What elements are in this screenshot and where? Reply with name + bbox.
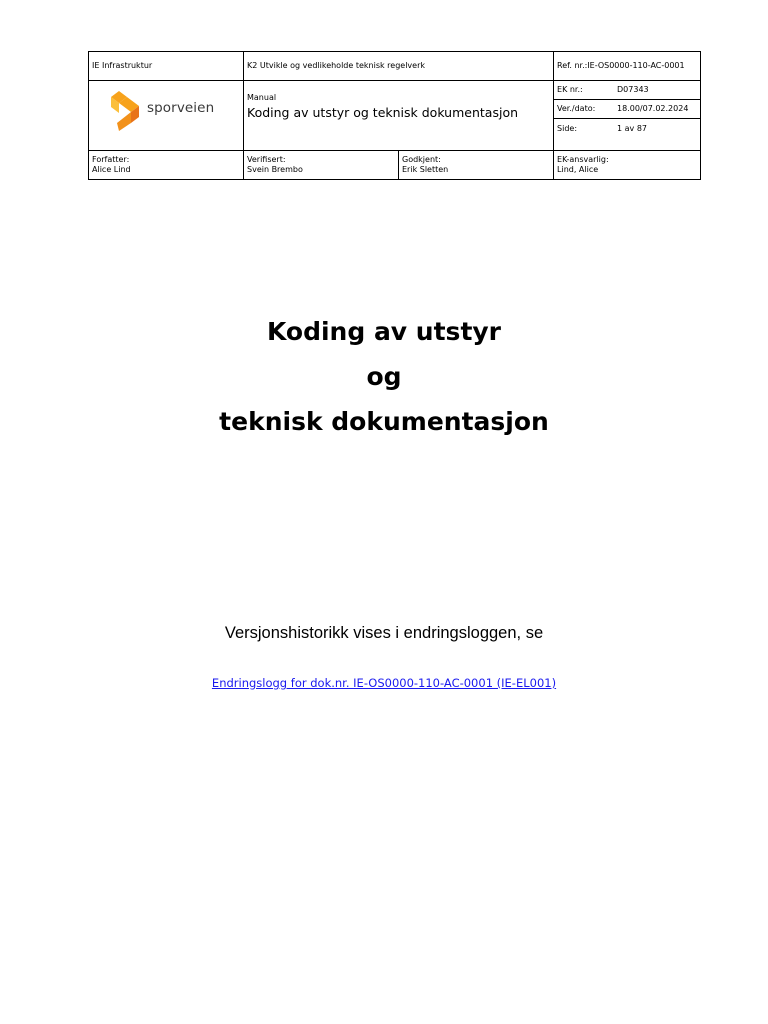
document-header-table (88, 51, 701, 180)
author-label: Forfatter: (92, 155, 130, 164)
doc-type-label: Manual (247, 93, 277, 102)
verified-label: Verifisert: (247, 155, 286, 164)
title-line-1: Koding av utstyr (266, 317, 502, 346)
logo-cell (89, 81, 244, 151)
logo-wordmark: sporveien (147, 100, 215, 116)
verified-cell (244, 151, 399, 180)
page-value: 1 av 87 (617, 123, 648, 133)
ref-cell: Ref. nr.:IE-OS0000-110-AC-0001 (554, 52, 701, 81)
ek-label: EK nr.: (557, 85, 583, 94)
title-line-2: og (366, 362, 402, 391)
responsible-cell (554, 151, 701, 180)
approved-cell (399, 151, 554, 180)
author-value: Alice Lind (92, 165, 131, 174)
page-row (554, 119, 700, 138)
process-cell: K2 Utvikle og vedlikeholde teknisk regelverk (244, 52, 554, 81)
changelog-link-container (0, 676, 768, 690)
changelog-link[interactable]: Endringslogg for dok.nr. IE-OS0000-110-AC-0001 (IE-EL001) (211, 676, 557, 690)
title-line-3: teknisk dokumentasjon (219, 407, 549, 436)
ek-row (554, 81, 700, 100)
title-cell (244, 81, 554, 151)
version-row (554, 100, 700, 119)
version-history-text: Versjonshistorikk vises i endringsloggen, se (224, 624, 544, 642)
doc-title-header: Koding av utstyr og teknisk dokumentasjon (247, 105, 519, 120)
document-title (0, 309, 768, 444)
verified-value: Svein Brembo (247, 165, 303, 174)
ek-value: D07343 (617, 85, 649, 94)
version-label: Ver./dato: (557, 104, 596, 113)
author-cell (89, 151, 244, 180)
org-cell: IE Infrastruktur (89, 52, 244, 81)
approved-value: Erik Sletten (402, 165, 449, 174)
approved-label: Godkjent: (402, 155, 441, 164)
meta-cell (554, 81, 701, 151)
page-label: Side: (557, 123, 578, 133)
responsible-value: Lind, Alice (557, 165, 599, 174)
responsible-label: EK-ansvarlig: (557, 155, 609, 164)
version-value: 18.00/07.02.2024 (617, 104, 689, 113)
